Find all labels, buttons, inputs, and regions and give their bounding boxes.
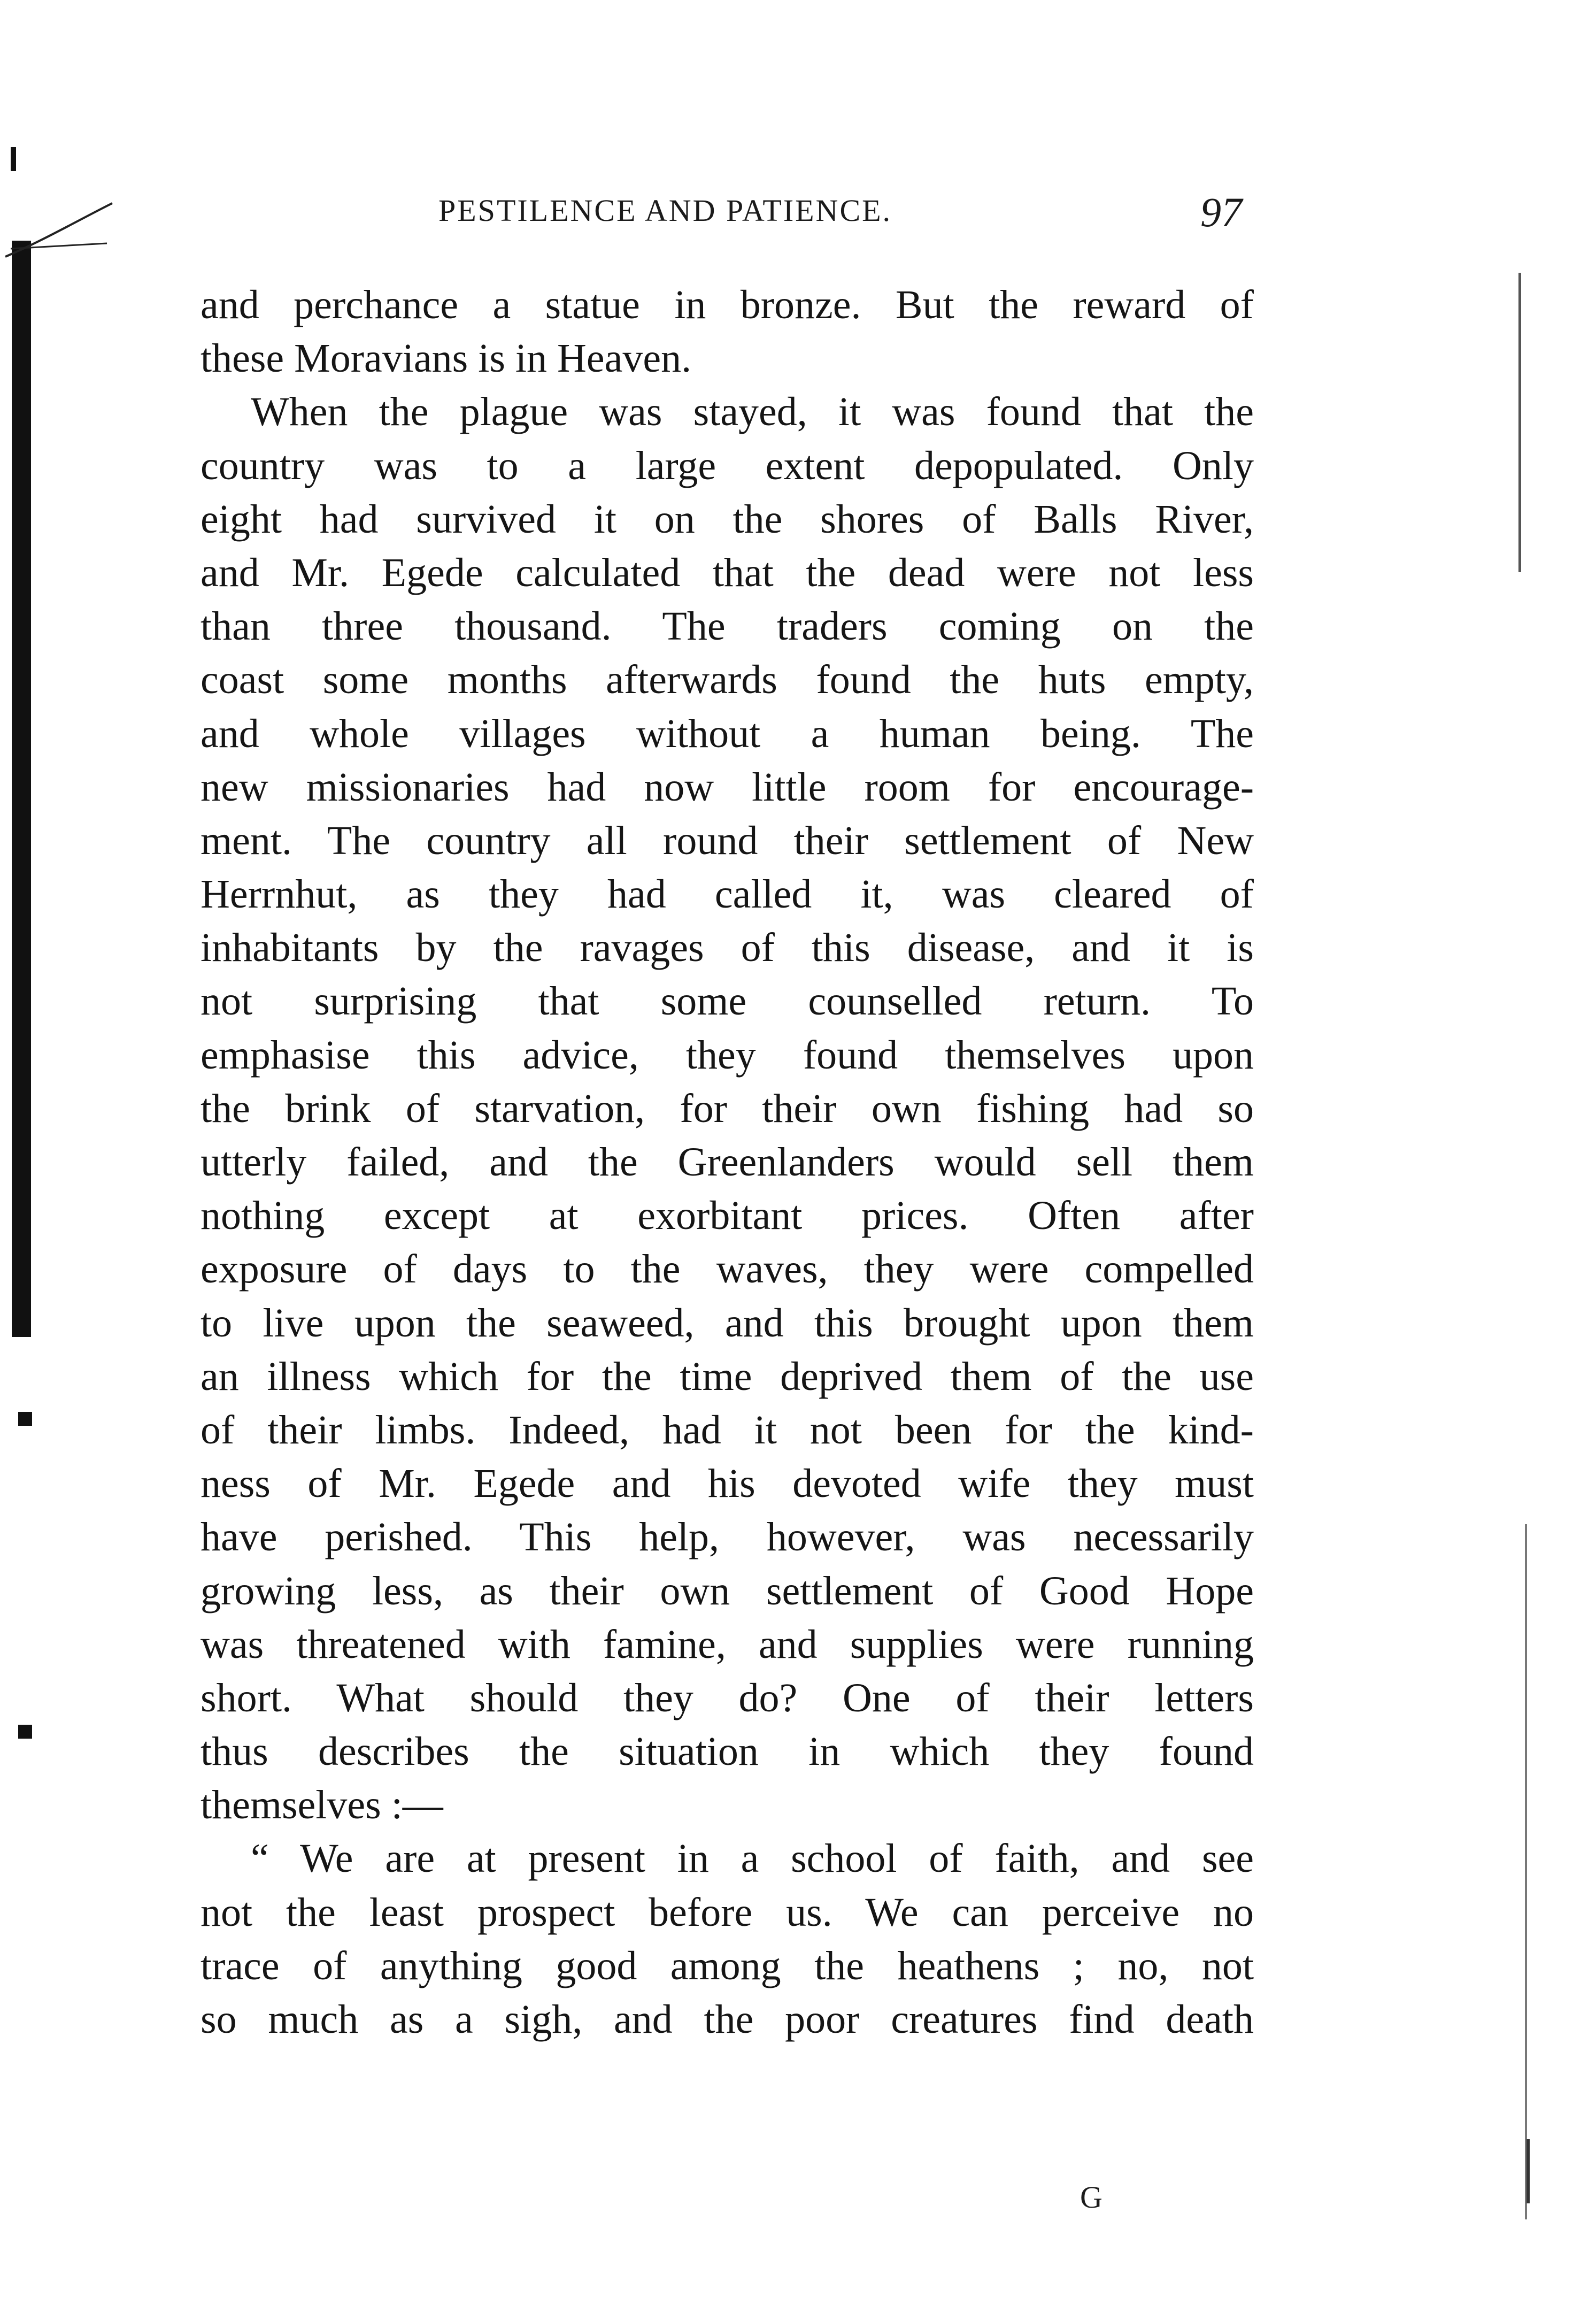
- text-line: so much as a sigh, and the poor creatures find death: [201, 1997, 1254, 2042]
- text-line: trace of anything good among the heathens ; no, not: [201, 1943, 1254, 1988]
- text-line: and whole villages without a human being. The: [201, 711, 1254, 756]
- text-line: to live upon the seaweed, and this brought upon them: [201, 1300, 1254, 1346]
- signature-mark: G: [1080, 2180, 1102, 2215]
- scan-mark: [11, 147, 16, 171]
- scan-mark: [1518, 273, 1521, 572]
- text-line: growing less, as their own settlement of Good Hope: [201, 1568, 1254, 1613]
- running-head: PESTILENCE AND PATIENCE.: [438, 193, 892, 228]
- page-number: 97: [1200, 189, 1242, 235]
- text-line: nothing except at exorbitant prices. Often after: [201, 1193, 1254, 1239]
- text-line: have perished. This help, however, was necessarily: [201, 1515, 1254, 1560]
- text-line: not the least prospect before us. We can perceive no: [201, 1889, 1254, 1935]
- text-line: themselves :—: [201, 1782, 443, 1828]
- text-line: When the plague was stayed, it was found that the: [251, 389, 1254, 435]
- text-line: thus describes the situation in which they found: [201, 1729, 1254, 1774]
- text-line: emphasise this advice, they found themselves upon: [201, 1032, 1254, 1078]
- text-line: these Moravians is in Heaven.: [201, 336, 692, 381]
- text-line: and perchance a statue in bronze. But the reward of: [201, 282, 1254, 327]
- binding-edge-shadow: [12, 241, 31, 1337]
- text-line: short. What should they do? One of their letters: [201, 1675, 1254, 1720]
- scan-mark: [18, 1725, 32, 1739]
- text-line: ness of Mr. Egede and his devoted wife they must: [201, 1461, 1254, 1507]
- scan-mark: [1526, 2139, 1530, 2203]
- text-line: “ We are at present in a school of faith, and see: [251, 1836, 1254, 1881]
- scan-mark: [18, 1412, 32, 1426]
- text-line: new missionaries had now little room for encourage-: [201, 764, 1254, 810]
- text-line: inhabitants by the ravages of this disease, and it is: [201, 925, 1254, 971]
- text-line: not surprising that some counselled return. To: [201, 979, 1254, 1024]
- body-text: [201, 278, 1254, 2046]
- text-line: coast some months afterwards found the huts empty,: [201, 657, 1254, 703]
- text-line: of their limbs. Indeed, had it not been for the kind-: [201, 1407, 1254, 1453]
- text-line: and Mr. Egede calculated that the dead were not less: [201, 550, 1254, 595]
- text-line: the brink of starvation, for their own fishing had so: [201, 1086, 1254, 1131]
- text-line: country was to a large extent depopulated. Only: [201, 443, 1254, 488]
- text-line: Herrnhut, as they had called it, was cleared of: [201, 872, 1254, 917]
- text-line: was threatened with famine, and supplies were running: [201, 1622, 1254, 1667]
- text-line: an illness which for the time deprived them of the use: [201, 1354, 1254, 1399]
- text-line: utterly failed, and the Greenlanders would sell them: [201, 1140, 1254, 1185]
- text-line: eight had survived it on the shores of Balls River,: [201, 496, 1254, 542]
- text-line: ment. The country all round their settlement of New: [201, 818, 1254, 863]
- binding-edge-stroke: [0, 198, 123, 273]
- scan-mark: [1525, 1524, 1527, 2219]
- text-line: exposure of days to the waves, they were compelled: [201, 1247, 1254, 1292]
- text-line: than three thousand. The traders coming on the: [201, 604, 1254, 649]
